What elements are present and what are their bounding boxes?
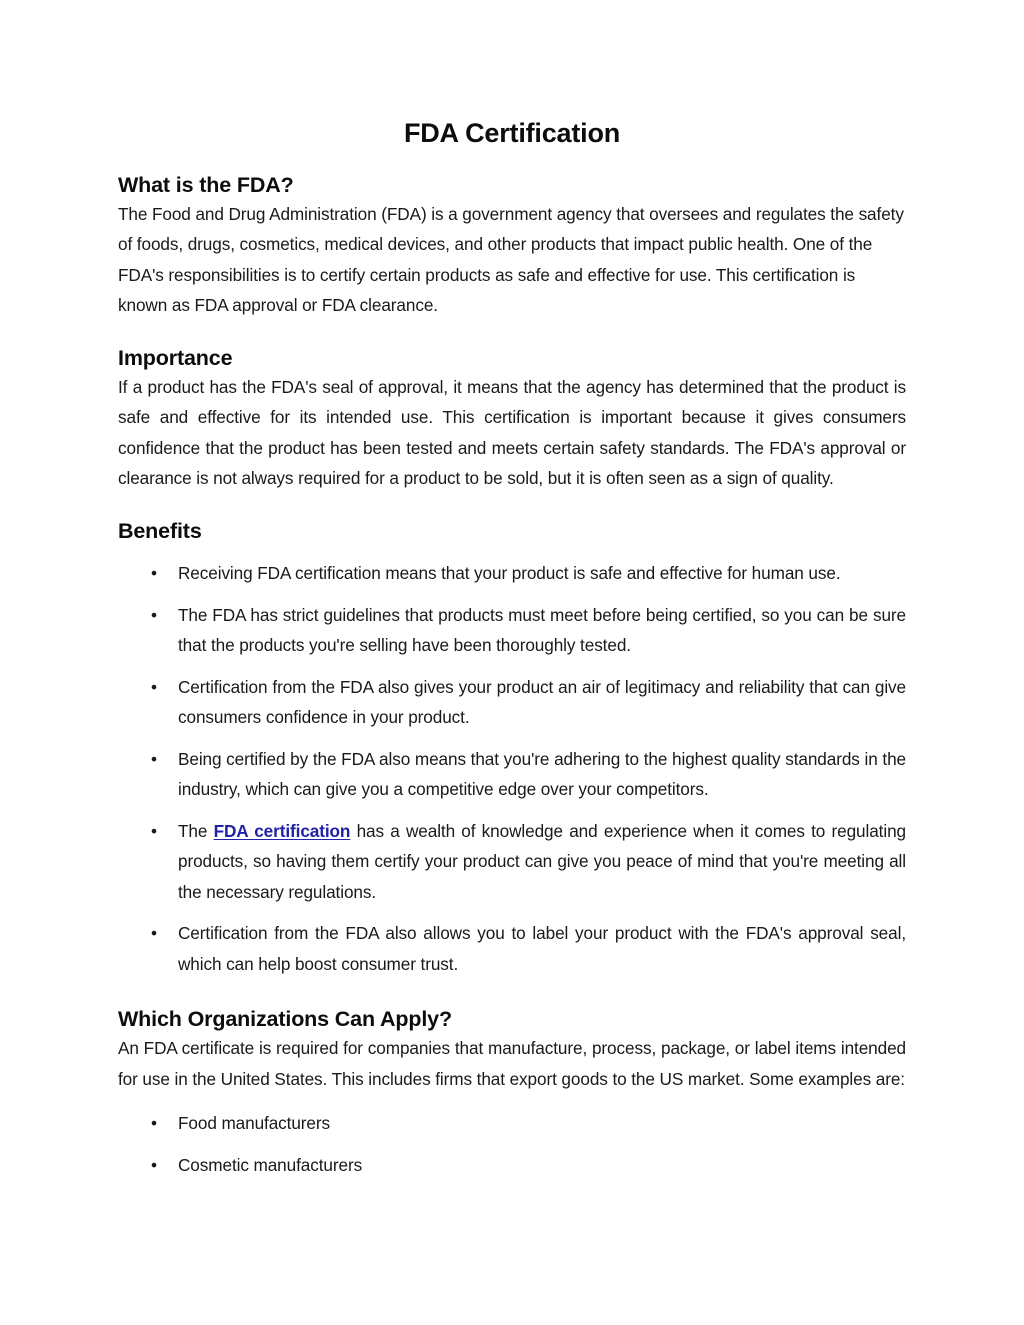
fda-certification-link[interactable]: FDA certification [213,820,351,841]
benefits-list [118,558,906,979]
page-title: FDA Certification [403,118,621,148]
bullet-icon: • [151,820,157,841]
paragraph-which-organizations: An FDA certificate is required for companies that manufacture, process, package, or label items intended for use in the United States. This includes firms that export goods to the US market. Some examples are: [118,1038,906,1089]
heading-which-organizations-can-apply: Which Organizations Can Apply? [118,1007,452,1032]
list-item-text-after-link: has a wealth of knowledge and experience when it comes to regulating products, so having them certify your product can give you peace of mind that you're meeting all the necessary regulations. [178,820,906,902]
list-item [118,1108,906,1139]
heading-benefits: Benefits [118,518,202,543]
bullet-icon: • [151,923,157,944]
list-item-text: Food manufacturers [178,1113,331,1134]
document-content [118,0,906,1180]
organizations-list [118,1108,906,1180]
list-item [118,600,906,661]
bullet-icon: • [151,1113,157,1134]
list-item-text: Cosmetic manufacturers [178,1154,363,1175]
list-item-text: Certification from the FDA also allows you to label your product with the FDA's approval seal, which can help boost consumer trust. [178,923,906,974]
paragraph-importance: If a product has the FDA's seal of approval, it means that the agency has determined that the product is safe and effective for its intended use. This certification is important because it gives consumers confidence that the product has been tested and meets certain safety standards. The FDA's approval or clearance is not always required for a product to be sold, but it is often seen as a sign of quality. [118,376,906,489]
list-item-text [178,816,906,908]
list-item [118,558,906,589]
list-item-text: Receiving FDA certification means that your product is safe and effective for human use. [178,563,841,584]
list-item-text: Being certified by the FDA also means that you're adhering to the highest quality standards in the industry, which can give you a competitive edge over your competitors. [178,748,906,800]
heading-what-is-the-fda: What is the FDA? [118,173,294,198]
list-item-text-before-link: The [178,820,214,841]
bullet-icon: • [151,563,157,584]
list-item [118,918,906,979]
list-item [118,672,906,733]
bullet-icon: • [151,604,157,625]
paragraph-what-is-the-fda: The Food and Drug Administration (FDA) is a government agency that oversees and regulates the safety of foods, drugs, cosmetics, medical devices, and other products that impact public health. One of the FDA's responsibilities is to certify certain products as safe and effective for use. This certification is known as FDA approval or FDA clearance. [118,203,904,316]
bullet-icon: • [151,1154,157,1175]
bullet-icon: • [151,676,157,697]
list-item-text: Certification from the FDA also gives your product an air of legitimacy and reliability that can give consumers confidence in your product. [178,676,906,728]
list-item [118,744,906,805]
heading-importance: Importance [118,345,233,370]
list-item-with-link [118,816,906,908]
list-item-text: The FDA has strict guidelines that products must meet before being certified, so you can be sure that the products you're selling have been thoroughly tested. [178,604,906,656]
list-item [118,1150,906,1181]
bullet-icon: • [151,748,157,769]
